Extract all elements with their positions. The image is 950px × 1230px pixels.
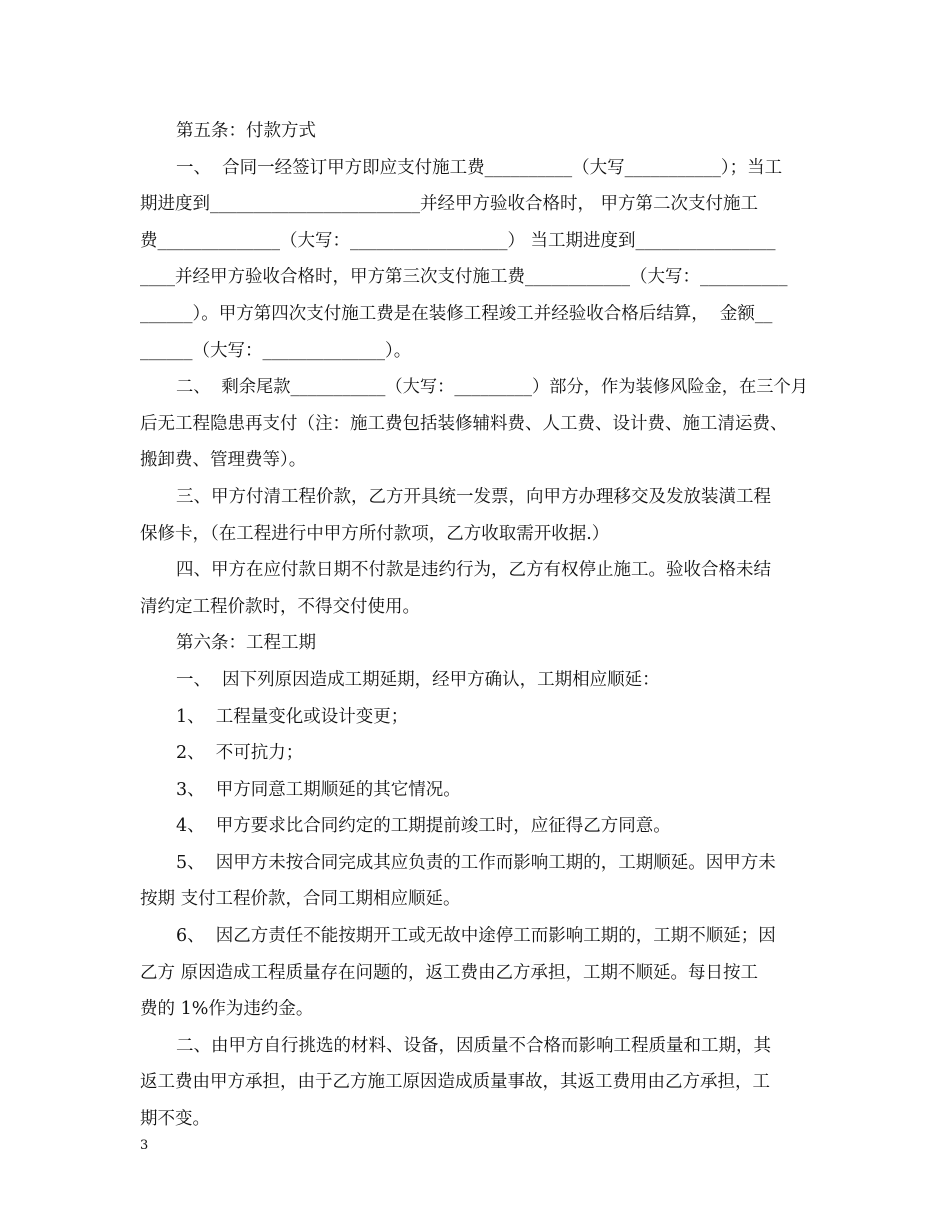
text-line: 3、 甲方同意工期顺延的其它情况。 [176,779,461,800]
text-line: 搬卸费、管理费等）。 [140,450,307,471]
text-line: 一、 合同一经签订甲方即应支付施工费__________（大写___________）；当工 [176,157,783,178]
text-line: ______（大写：______________）。 [140,340,412,361]
text-line: 后无工程隐患再支付（注：施工费包括装修辅料费、人工费、设计费、施工清运费、 [140,413,788,434]
text-line: 二、 剩余尾款___________（大写：_________）部分，作为装修风险金，在三个月 [176,377,808,398]
text-line: 费的 1%作为违约金。 [140,999,314,1020]
text-line: 4、 甲方要求比合同约定的工期提前竣工时，应征得乙方同意。 [176,816,671,837]
text-line: 5、 因甲方未按合同完成其应负责的工作而影响工期的，工期顺延。因甲方未 [176,852,776,873]
text-line: 四、甲方在应付款日期不付款是违约行为，乙方有权停止施工。验收合格未结 [176,560,771,581]
text-line: 二、由甲方自行挑选的材料、设备，因质量不合格而影响工程质量和工期，其 [176,1035,771,1056]
text-line: 保修卡，（在工程进行中甲方所付款项，乙方收取需开收据.） [140,523,610,544]
text-line: 1、 工程量变化或设计变更； [176,706,409,727]
text-line: 三、甲方付清工程价款，乙方开具统一发票，向甲方办理移交及发放装潢工程 [176,486,771,507]
text-line: 按期 支付工程价款，合同工期相应顺延。 [140,889,461,910]
text-line: 第六条：工程工期 [176,633,316,654]
text-line: 期进度到________________________并经甲方验收合格时， 甲方第二次支付施工 [140,194,759,215]
text-line: 第五条：付款方式 [176,121,316,141]
text-line: 清约定工程价款时，不得交付使用。 [140,596,420,617]
text-line: 一、 因下列原因造成工期延期，经甲方确认，工期相应顺延： [176,669,660,690]
text-line: ______）。甲方第四次支付施工费是在装修工程竣工并经验收合格后结算， 金额__ [140,303,773,324]
contract-body [140,113,814,1138]
text-line: 期不变。 [140,1109,210,1130]
page-number: 3 [140,1138,149,1153]
text-line: ____并经甲方验收合格时，甲方第三次支付施工费____________（大写：__________ [140,267,788,288]
text-line: 返工费由甲方承担，由于乙方施工原因造成质量事故，其返工费用由乙方承担，工 [140,1072,770,1093]
text-line: 6、 因乙方责任不能按期开工或无故中途停工而影响工期的，工期不顺延；因 [176,926,776,947]
text-line: 乙方 原因造成工程质量存在问题的，返工费由乙方承担，工期不顺延。每日按工 [140,962,759,983]
text-line: 2、 不可抗力； [176,743,304,764]
text-line: 费______________（大写：__________________） 当工期进度到________________ [140,230,776,251]
